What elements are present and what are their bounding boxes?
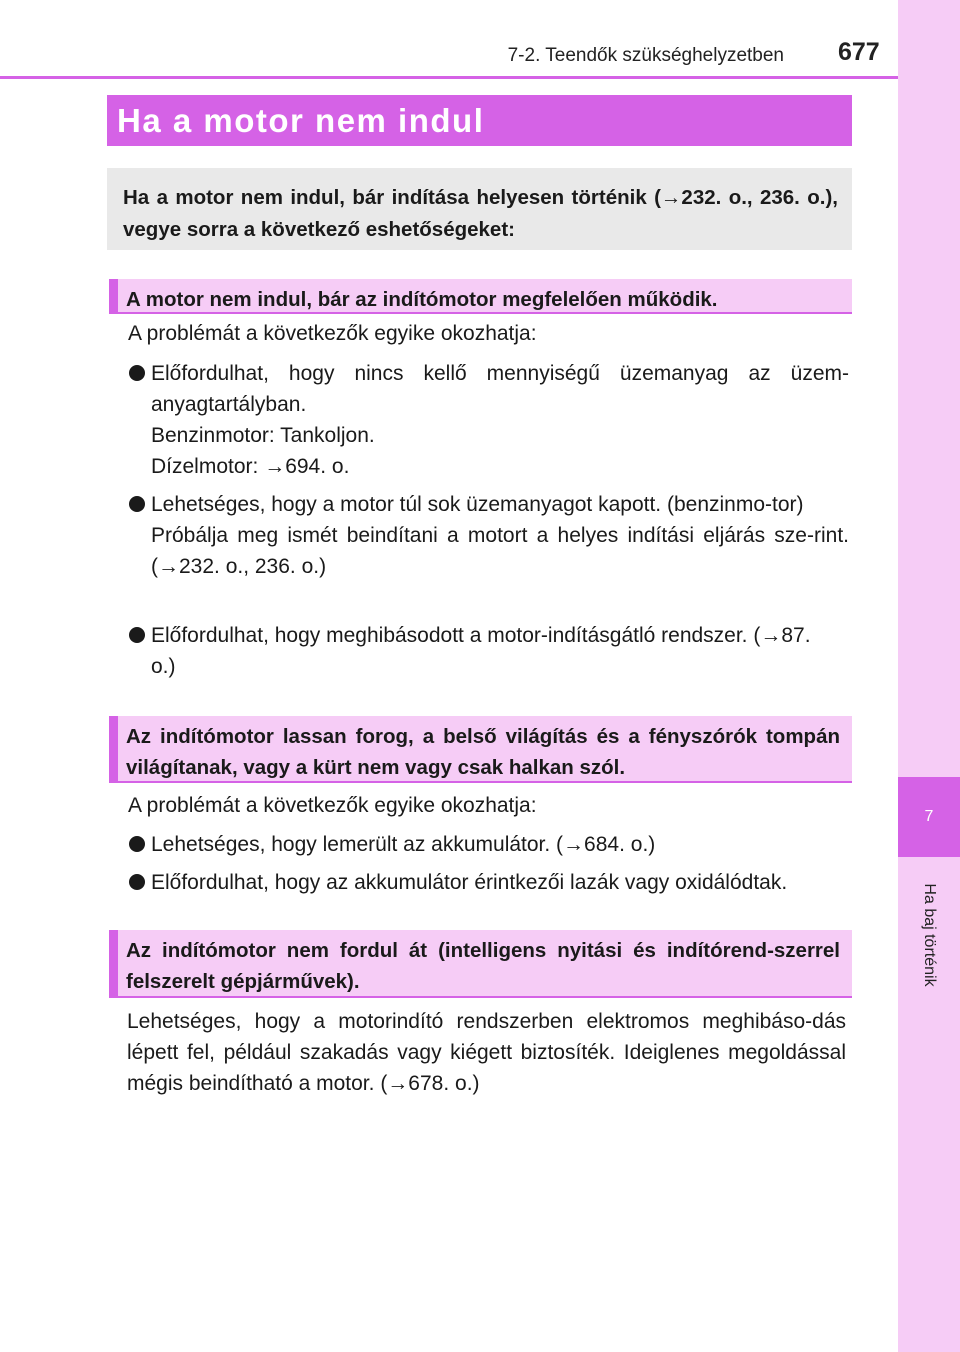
bullet-text: Lehetséges, hogy a motor túl sok üzemanyagot kapott. (benzinmo-tor) — [151, 493, 804, 516]
bullet-text: Előfordulhat, hogy meghibásodott a motor-indításgátló rendszer. (→87. o.) — [151, 624, 811, 678]
page-title-bar — [107, 95, 852, 146]
side-strip — [898, 0, 960, 1352]
intro-box: Ha a motor nem indul, bár indítása helyesen történik (→232. o., 236. o.), vegye sorra a következő eshetőségeket: — [107, 168, 852, 250]
bullet-text: Előfordulhat, hogy nincs kellő mennyiségű üzemanyag az üzem-anyagtartályban. — [151, 362, 849, 416]
header-section-title: 7-2. Teendők szükséghelyzetben — [507, 45, 784, 66]
section-heading-1: A motor nem indul, bár az indítómotor megfelelően működik. — [109, 279, 852, 314]
section-2-lead: A problémát a következők egyike okozhatja: — [128, 794, 537, 817]
bullet-subtext: Próbálja meg ismét beindítani a motort a helyes indítási eljárás sze-rint. (→232. o., 236. o.) — [151, 524, 849, 578]
page-title: Ha a motor nem indul — [117, 101, 485, 139]
chapter-tab[interactable] — [898, 777, 960, 857]
chapter-label: Ha baj történik — [921, 883, 938, 987]
bullet-icon — [129, 496, 145, 512]
bullet-icon — [129, 627, 145, 643]
chapter-number: 7 — [924, 808, 934, 825]
list-item — [129, 620, 849, 682]
list-item — [129, 829, 849, 860]
section-heading-2: Az indítómotor lassan forog, a belső világítás és a fényszórók tompán világítanak, vagy a kürt nem vagy csak halkan szól. — [109, 716, 852, 783]
list-item — [129, 358, 849, 482]
bullet-text: Lehetséges, hogy lemerült az akkumulátor. (→684. o.) — [151, 833, 656, 856]
header-rule — [0, 76, 898, 79]
bullet-icon — [129, 874, 145, 890]
page-number: 677 — [838, 38, 880, 66]
bullet-subtext: Benzinmotor: Tankoljon. — [151, 424, 375, 447]
list-item — [129, 489, 849, 582]
bullet-icon — [129, 836, 145, 852]
section-3-body: Lehetséges, hogy a motorindító rendszerben elektromos meghibáso-dás lépett fel, például szakadás vagy kiégett biztosíték. Ideiglenes megoldással mégis beindítható a motor. (→678. o.) — [127, 1010, 846, 1095]
list-item — [129, 867, 849, 898]
bullet-icon — [129, 365, 145, 381]
bullet-text: Előfordulhat, hogy az akkumulátor érintkezői lazák vagy oxidálódtak. — [151, 871, 788, 894]
section-heading-3: Az indítómotor nem fordul át (intelligens nyitási és indítórend-szerrel felszerelt gépjárművek). — [109, 930, 852, 998]
bullet-subtext: Dízelmotor: →694. o. — [151, 455, 350, 478]
section-1-lead: A problémát a következők egyike okozhatja: — [128, 322, 537, 345]
